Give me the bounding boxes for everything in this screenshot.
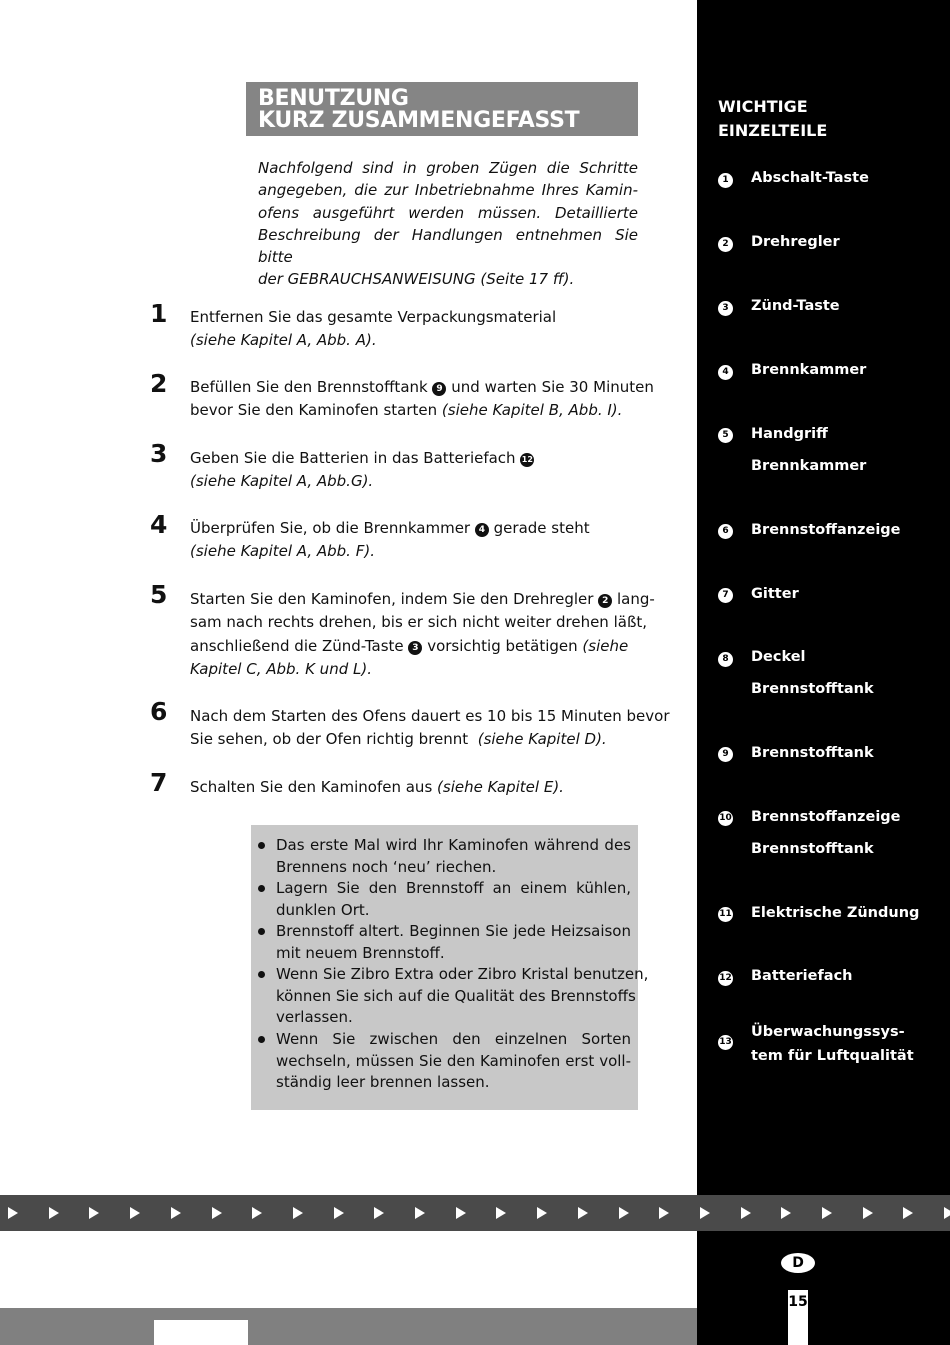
note-item: Brennstoff altert. Beginnen Sie jede Heizsaison mit neuem Brennstoff.: [276, 921, 631, 964]
arrow-right-icon: [578, 1207, 588, 1219]
part-ref-badge: 4: [475, 523, 489, 537]
arrow-right-icon: [496, 1207, 506, 1219]
part-label: Abschalt-Taste: [751, 170, 869, 186]
step-4-text: Überprüfen Sie, ob die Brennkammer 4 gerade steht (siehe Kapitel A, Abb. F).: [190, 519, 590, 561]
step-2-text: Befüllen Sie den Brennstofftank 9 und warten Sie 30 Minuten bevor Sie den Kaminofen starten (siehe Kapitel B, Abb. I).: [190, 378, 654, 420]
arrow-right-icon: [944, 1207, 950, 1219]
arrow-right-icon: [171, 1207, 181, 1219]
bullet-icon: [258, 971, 265, 978]
step-number: 6: [150, 697, 168, 726]
bullet-icon: [258, 842, 265, 849]
part-number-badge: 3: [718, 301, 733, 316]
note-item: Das erste Mal wird Ihr Kaminofen während des Brennens noch ‘neu’ riechen.: [276, 835, 631, 878]
part-number-badge: 8: [718, 652, 733, 667]
arrow-right-icon: [659, 1207, 669, 1219]
part-number-badge: 6: [718, 524, 733, 539]
page-title: [246, 82, 638, 136]
arrow-right-icon: [415, 1207, 425, 1219]
part-number-badge: 5: [718, 428, 733, 443]
part-number-badge: 11: [718, 907, 733, 922]
arrow-right-icon: [537, 1207, 547, 1219]
arrow-right-icon: [822, 1207, 832, 1219]
arrow-right-icon: [212, 1207, 222, 1219]
title-line-2: KURZ ZUSAMMENGEFASST: [258, 108, 580, 133]
sidebar-title: WICHTIGE EINZELTEILE: [718, 97, 828, 140]
step-number: 4: [150, 510, 168, 539]
part-number-badge: 1: [718, 173, 733, 188]
step-number: 3: [150, 439, 168, 468]
part-number-badge: 10: [718, 811, 733, 826]
bullet-icon: [258, 885, 265, 892]
arrow-right-icon: [619, 1207, 629, 1219]
arrow-right-icon: [89, 1207, 99, 1219]
step-number: 2: [150, 369, 168, 398]
part-label: Brennstofftank: [751, 745, 874, 761]
part-number-badge: 4: [718, 365, 733, 380]
language-badge: D: [781, 1253, 815, 1273]
step-3-text: Geben Sie die Batterien in das Batteriefach 12 (siehe Kapitel A, Abb.G).: [190, 449, 533, 491]
part-label: Drehregler: [751, 234, 840, 250]
part-number-badge: 13: [718, 1035, 733, 1050]
step-number: 7: [150, 768, 168, 797]
notes-box: [251, 825, 649, 1110]
arrow-right-icon: [8, 1207, 18, 1219]
arrow-right-icon: [781, 1207, 791, 1219]
note-item: Wenn Sie zwischen den einzelnen Sorten wechseln, müssen Sie den Kaminofen erst voll- ständig leer brennen lassen.: [276, 1029, 631, 1094]
part-ref-badge: 12: [520, 453, 534, 467]
footer-sidebar-block: [697, 1231, 950, 1345]
arrow-right-icon: [49, 1207, 59, 1219]
part-number-badge: 9: [718, 747, 733, 762]
arrow-right-icon: [130, 1207, 140, 1219]
part-label: Zünd-Taste: [751, 298, 840, 314]
note-item: Wenn Sie Zibro Extra oder Zibro Kristal benutzen, können Sie sich auf die Qualität des Brennstoffs verlassen.: [276, 964, 631, 1029]
arrow-right-icon: [374, 1207, 384, 1219]
part-number-badge: 7: [718, 588, 733, 603]
step-7-text: Schalten Sie den Kaminofen aus (siehe Kapitel E).: [190, 778, 564, 796]
part-ref-badge: 3: [408, 641, 422, 655]
bullet-icon: [258, 928, 265, 935]
part-label: Batteriefach: [751, 968, 853, 984]
arrow-right-icon: [293, 1207, 303, 1219]
part-label-continued: Brennstofftank: [751, 841, 874, 857]
part-label-continued: Brennstofftank: [751, 681, 874, 697]
arrow-right-icon: [863, 1207, 873, 1219]
part-label: Überwachungssys-: [751, 1024, 905, 1040]
arrow-right-icon: [252, 1207, 262, 1219]
part-label: Brennkammer: [751, 362, 867, 378]
arrow-right-icon: [456, 1207, 466, 1219]
arrow-right-icon: [741, 1207, 751, 1219]
part-label: Deckel: [751, 649, 806, 665]
step-number: 1: [150, 299, 168, 328]
arrow-right-icon: [334, 1207, 344, 1219]
part-label-continued: tem für Luftqualität: [751, 1048, 914, 1064]
part-label: Brennstoffanzeige: [751, 809, 901, 825]
part-label: Handgriff: [751, 426, 828, 442]
part-ref-badge: 2: [598, 594, 612, 608]
footer-bar: [0, 1308, 697, 1345]
part-number-badge: 2: [718, 237, 733, 252]
part-label: Brennstoffanzeige: [751, 522, 901, 538]
step-number: 5: [150, 580, 168, 609]
part-label-continued: Brennkammer: [751, 458, 867, 474]
step-5-text: Starten Sie den Kaminofen, indem Sie den Drehregler 2 lang- sam nach rechts drehen, bis er sich nicht weiter drehen läßt, anschließend die Zünd-Taste 3 vorsichtig betätigen (siehe Kapitel C, Abb. K und L).: [190, 590, 655, 678]
step-1-text: Entfernen Sie das gesamte Verpackungsmaterial (siehe Kapitel A, Abb. A).: [190, 308, 557, 350]
page-number: 15: [788, 1290, 808, 1345]
note-item: Lagern Sie den Brennstoff an einem kühlen, dunklen Ort.: [276, 878, 631, 921]
arrow-right-icon: [700, 1207, 710, 1219]
intro-paragraph: Nachfolgend sind in groben Zügen die Schritte angegeben, die zur Inbetriebnahme Ihres Kamin- ofens ausgeführt werden müssen. Detaillierte Beschreibung der Handlungen entnehmen Sie bitte der GEBRAUCHSANWEISUNG (Seite 17 ff).: [258, 159, 638, 289]
arrow-right-icon: [903, 1207, 913, 1219]
title-line-1: BENUTZUNG: [258, 86, 409, 111]
part-label: Elektrische Zündung: [751, 905, 920, 921]
part-ref-badge: 9: [432, 382, 446, 396]
arrow-strip: [0, 1195, 950, 1231]
bullet-icon: [258, 1036, 265, 1043]
part-label: Gitter: [751, 586, 799, 602]
part-number-badge: 12: [718, 971, 733, 986]
step-6-text: Nach dem Starten des Ofens dauert es 10 bis 15 Minuten bevor Sie sehen, ob der Ofen richtig brennt (siehe Kapitel D).: [190, 707, 670, 749]
footer-tab: [154, 1320, 248, 1345]
